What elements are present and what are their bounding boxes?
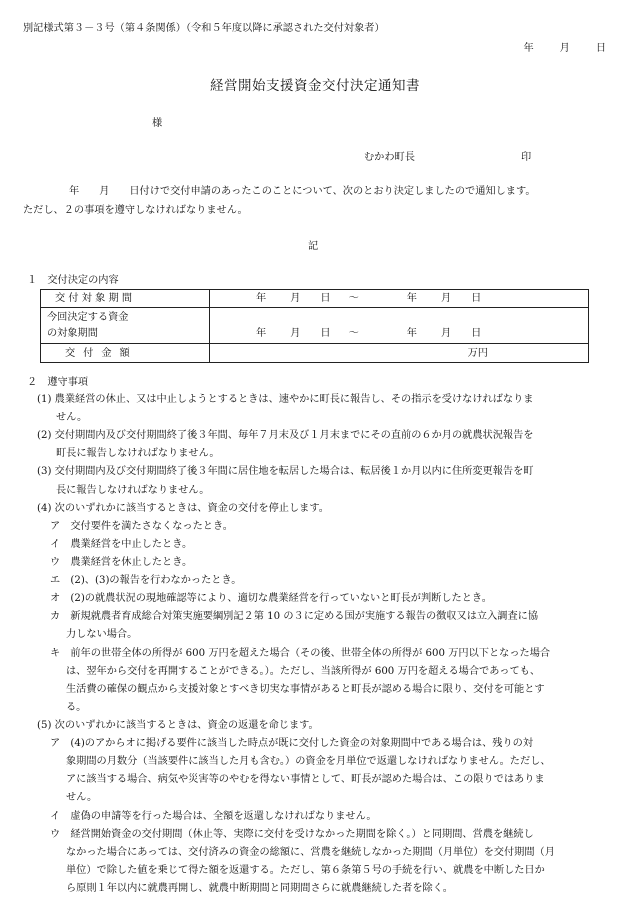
period-month: 月 [440,293,452,304]
compliance-line: せん。 [66,792,98,804]
period-year: 年 [406,293,417,304]
date-month: 月 [559,43,570,54]
compliance-line: オ (2)の就農状況の現地確認等により、適切な農業経営を行っていないと町長が判断したとき。 [50,593,492,605]
grant-decision-table [40,289,589,363]
compliance-line: ア (4)のアからオに掲げる要件に該当した時点が既に交付した資金の対象期間中である場合は、残りの対 [50,738,534,750]
period-tilde: ～ [348,293,359,304]
issuer-name: むかわ町長 [364,152,415,163]
section-2-heading: ２ 遵守事項 [27,377,89,388]
compliance-line: 生活費の確保の観点から支援対象とすべき切実な事情があると町長が認める場合に限り、交付を可能とす [66,683,545,695]
period-year: 年 [256,328,267,339]
compliance-line: イ 虚偽の申請等を行った場合は、全額を返還しなければなりません。 [50,810,377,822]
compliance-line: (3) 交付期間内及び交付期間終了後３年間に居住地を転居した場合は、転居後１か月以内に住所変更報告を町 [37,466,534,478]
compliance-line: イ 農業経営を中止したとき。 [50,538,193,550]
compliance-line: (5) 次のいずれかに該当するときは、資金の返還を命じます。 [37,720,319,731]
table-row [41,290,589,308]
period-month: 月 [440,328,452,339]
date-day: 日 [595,43,606,54]
date-year: 年 [523,43,534,54]
section-1-heading: １ 交付決定の内容 [27,275,119,286]
compliance-line: ウ 経営開始資金の交付期間（休止等、実際に交付を受けなかった期間を除く。）と同期間、営農を継続し [50,828,534,840]
intro-line-1 [23,183,536,200]
grant-amount-unit: 万円 [210,344,589,363]
period-year: 年 [406,328,417,339]
issue-date [497,40,606,57]
period-day: 日 [320,293,331,304]
seal-mark: 印 [521,152,532,163]
compliance-line: せん。 [56,412,88,424]
compliance-line: 町長に報告しなければなりません。 [56,448,220,460]
compliance-line: 単位）で除した値を乗じて得た額を返還する。ただし、第６条第５号の手続を行い、就農を中断した日か [66,864,545,876]
period-day: 日 [471,293,482,304]
table-row [41,344,589,363]
compliance-line: ウ 農業経営を休止したとき。 [50,557,193,568]
compliance-line: (4) 次のいずれかに該当するときは、資金の交付を停止します。 [37,502,329,514]
compliance-line: (1) 農業経営の休止、又は中止しようとするときは、速やかに町長に報告し、その指示を受けなければなりま [37,394,534,405]
compliance-line: ア 交付要件を満たさなくなったとき。 [50,520,233,532]
compliance-line: (2) 交付期間内及び交付期間終了後３年間、毎年７月末及び１月末までにその直前の６か月の就農状況報告を [37,430,534,442]
compliance-line: 長に報告しなければなりません。 [56,484,210,496]
ki-heading: 記 [308,241,319,252]
compliance-line: カ 新規就農者育成総合対策実施要綱別記２第 10 の３に定める国が実施する報告の徴収又は立入調査に協 [50,611,539,623]
compliance-line: は、翌年から交付を再開することができる。）。ただし、当該所得が 600 万円を超える場合であっても、 [66,665,541,677]
compliance-line: キ 前年の世帯全体の所得が 600 万円を超えた場合（その後、世帯全体の所得が 600 万円以下となった場合 [50,647,551,659]
compliance-line: ら原則１年以内に就農再開し、就農中断期間と同期間さらに就農継続した者を除く。 [66,883,453,894]
compliance-line: 力しない場合。 [66,629,138,641]
period-month: 月 [290,328,301,339]
compliance-line: アに該当する場合、病気や災害等のやむを得ない事情として、町長が認めた場合は、この限りではありま [66,774,545,786]
period-day: 日 [471,328,482,339]
label-current-period-line1: 今回決定する資金 [47,311,129,323]
label-grant-amount: 交付金額 [41,344,210,363]
period-month: 月 [290,293,301,304]
addressee-suffix: 様 [152,118,163,129]
compliance-line: なかった場合にあっては、交付済みの資金の総額に、営農を継続しなかった期間（月単位）を交付期間（月 [66,846,555,858]
current-period-value [210,308,589,344]
intro-rest: 日付けで交付申請のあったこのことについて、次のとおり決定しましたので通知します。 [129,186,536,197]
compliance-line: る。 [66,701,87,713]
compliance-line: エ (2)、(3)の報告を行わなかったとき。 [50,575,242,587]
intro-line-2: ただし、２の事項を遵守しなければなりません。 [23,205,248,216]
table-row [41,308,589,344]
period-day: 日 [320,328,331,339]
intro-year: 年 [69,186,80,197]
period-tilde: ～ [348,328,359,339]
compliance-line: 象期間の月数分（当該要件に該当した月も含む。）の資金を月単位で返還しなければなりません。ただし、 [66,756,551,768]
label-current-period [41,308,210,344]
label-grant-period: 交付対象期間 [41,290,210,308]
form-number: 別記様式第３－３号（第４条関係）（令和５年度以降に承認された交付対象者） [23,23,385,34]
document-title: 経営開始支援資金交付決定通知書 [210,78,420,94]
grant-period-value [210,290,589,308]
intro-month: 月 [99,186,110,197]
label-current-period-line2: の対象期間 [47,327,98,339]
period-year: 年 [256,293,267,304]
